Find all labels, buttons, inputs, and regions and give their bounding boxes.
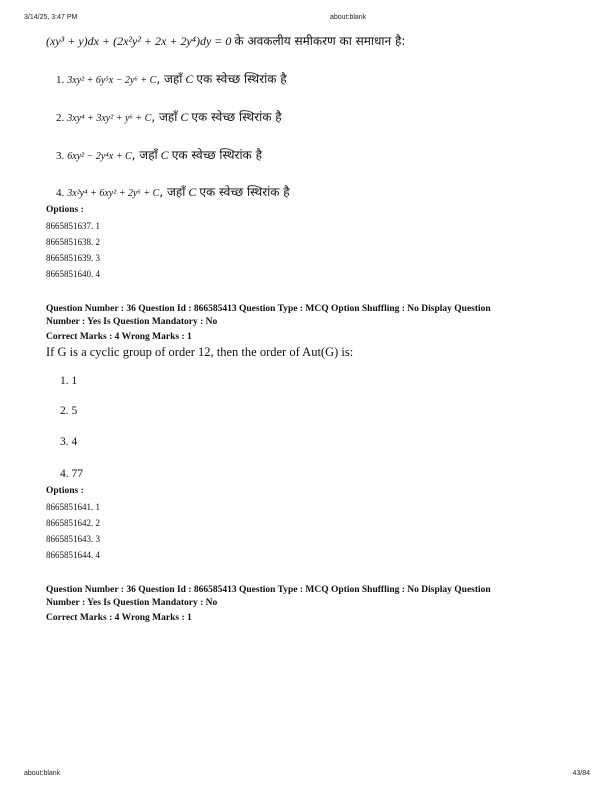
print-timestamp: 3/14/25, 3:47 PM bbox=[24, 14, 78, 21]
question-35-option-id-3: 8665851639. 3 bbox=[46, 253, 100, 263]
question-35-option-id-1: 8665851637. 1 bbox=[46, 221, 100, 231]
question-36-option-id-2: 8665851642. 2 bbox=[46, 518, 100, 528]
question-36-option-id-3: 8665851643. 3 bbox=[46, 534, 100, 544]
question-36-option-4: 4. 77 bbox=[60, 468, 83, 480]
question-35-text bbox=[46, 32, 405, 49]
question-36-repeat-meta-line-2: Number : Yes Is Question Mandatory : No bbox=[46, 598, 218, 608]
question-35-option-4: 4. 3x²y⁴ + 6xy² + 2y⁶ + C, जहाँ C एक स्वेच्छ स्थिरांक है bbox=[56, 185, 290, 199]
question-36-option-id-1: 8665851641. 1 bbox=[46, 502, 100, 512]
question-35-option-id-2: 8665851638. 2 bbox=[46, 237, 100, 247]
question-36-options-label: Options : bbox=[46, 486, 84, 496]
question-36-option-2: 2. 5 bbox=[60, 405, 78, 417]
question-36-meta-line-2: Number : Yes Is Question Mandatory : No bbox=[46, 317, 218, 327]
question-35-equation: (xy³ + y)dx + (2x²y² + 2x + 2y⁴)dy = 0 bbox=[46, 34, 232, 48]
page-number: 43/84 bbox=[572, 770, 590, 777]
question-35-option-3: 3. 6xy² − 2y⁴x + C, जहाँ C एक स्वेच्छ स्थिरांक है bbox=[56, 148, 262, 162]
question-35-prompt: के अवकलीय समीकरण का समाधान है: bbox=[234, 34, 406, 48]
question-35-option-2: 2. 3xy⁴ + 3xy² + y⁶ + C, जहाँ C एक स्वेच्छ स्थिरांक है bbox=[56, 110, 282, 124]
question-36-option-3: 3. 4 bbox=[60, 436, 78, 448]
footer-url: about:blank bbox=[24, 770, 61, 777]
question-35-option-1: 1. 3xy² + 6y⁵x − 2y⁶ + C, जहाँ C एक स्वेच्छ स्थिरांक है bbox=[56, 72, 287, 86]
question-36-repeat-meta-line-1: Question Number : 36 Question Id : 866585413 Question Type : MCQ Option Shuffling : No Display Question bbox=[46, 585, 491, 595]
question-36-repeat-marks: Correct Marks : 4 Wrong Marks : 1 bbox=[46, 613, 192, 623]
question-35-option-id-4: 8665851640. 4 bbox=[46, 269, 100, 279]
print-url: about:blank bbox=[330, 14, 367, 21]
question-36-option-id-4: 8665851644. 4 bbox=[46, 550, 100, 560]
question-36-option-1: 1. 1 bbox=[60, 375, 78, 387]
question-36-text: If G is a cyclic group of order 12, then the order of Aut(G) is: bbox=[46, 345, 354, 359]
question-36-marks: Correct Marks : 4 Wrong Marks : 1 bbox=[46, 332, 192, 342]
question-35-options-label: Options : bbox=[46, 205, 84, 215]
question-36-meta-line-1: Question Number : 36 Question Id : 866585413 Question Type : MCQ Option Shuffling : No Display Question bbox=[46, 304, 491, 314]
